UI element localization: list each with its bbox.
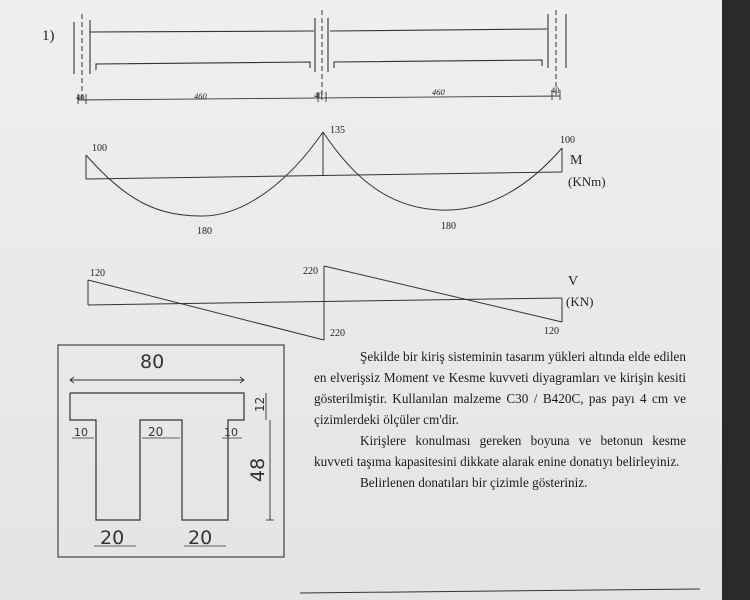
moment-value: 180: [441, 221, 456, 232]
web-width-label: 20: [100, 527, 125, 549]
shear-value: 220: [303, 266, 318, 277]
shear-value: 120: [544, 326, 559, 337]
middle-gap-label: 20: [148, 425, 164, 439]
moment-value: 135: [330, 125, 345, 136]
shear-symbol: V: [568, 274, 579, 289]
answer-line: [300, 589, 700, 593]
section-frame: [58, 345, 284, 557]
moment-symbol: M: [570, 153, 583, 168]
web-height-label: 48: [247, 457, 269, 482]
dim-label: 40: [76, 92, 85, 102]
right-overhang-label: 10: [224, 426, 238, 439]
section-width-label: 80: [140, 351, 165, 373]
moment-diagram: [86, 132, 562, 216]
dim-label: 460: [194, 91, 207, 101]
dim-label: 40: [314, 90, 323, 100]
shear-value: 120: [90, 268, 105, 279]
problem-number: 1): [42, 28, 55, 44]
paragraph: Belirlenen donatıları bir çizimle gösteriniz.: [360, 475, 588, 490]
shear-unit: (KN): [566, 294, 594, 309]
paragraph: Şekilde bir kiriş sisteminin tasarım yükleri altında elde edilen en elverişsiz Moment ve Kesme kuvveti diyagramları ve kirişin kesiti gösterilmiştir. Kullanılan malzeme C30 / B420C, pas payı 4 cm ve çizimlerdeki ölçüler cm'dir.: [314, 349, 686, 427]
left-overhang-label: 10: [74, 426, 88, 439]
shear-diagram: [88, 266, 562, 340]
moment-value: 180: [197, 226, 212, 237]
moment-unit: (KNm): [568, 174, 606, 189]
pi-section: [70, 377, 274, 546]
moment-value: 100: [560, 135, 575, 146]
flange-thickness-label: 12: [253, 396, 267, 412]
moment-value: 100: [92, 143, 107, 154]
web-width-label: 20: [188, 527, 213, 549]
shear-value: 220: [330, 328, 345, 339]
paragraph: Kirişlere konulması gereken boyuna ve betonun kesme kuvveti taşıma kapasitesini dikkate alarak enine donatıyı belirleyiniz.: [314, 433, 686, 469]
problem-statement: [314, 346, 686, 493]
dim-label: 40: [551, 85, 560, 95]
dim-label: 460: [432, 87, 445, 97]
